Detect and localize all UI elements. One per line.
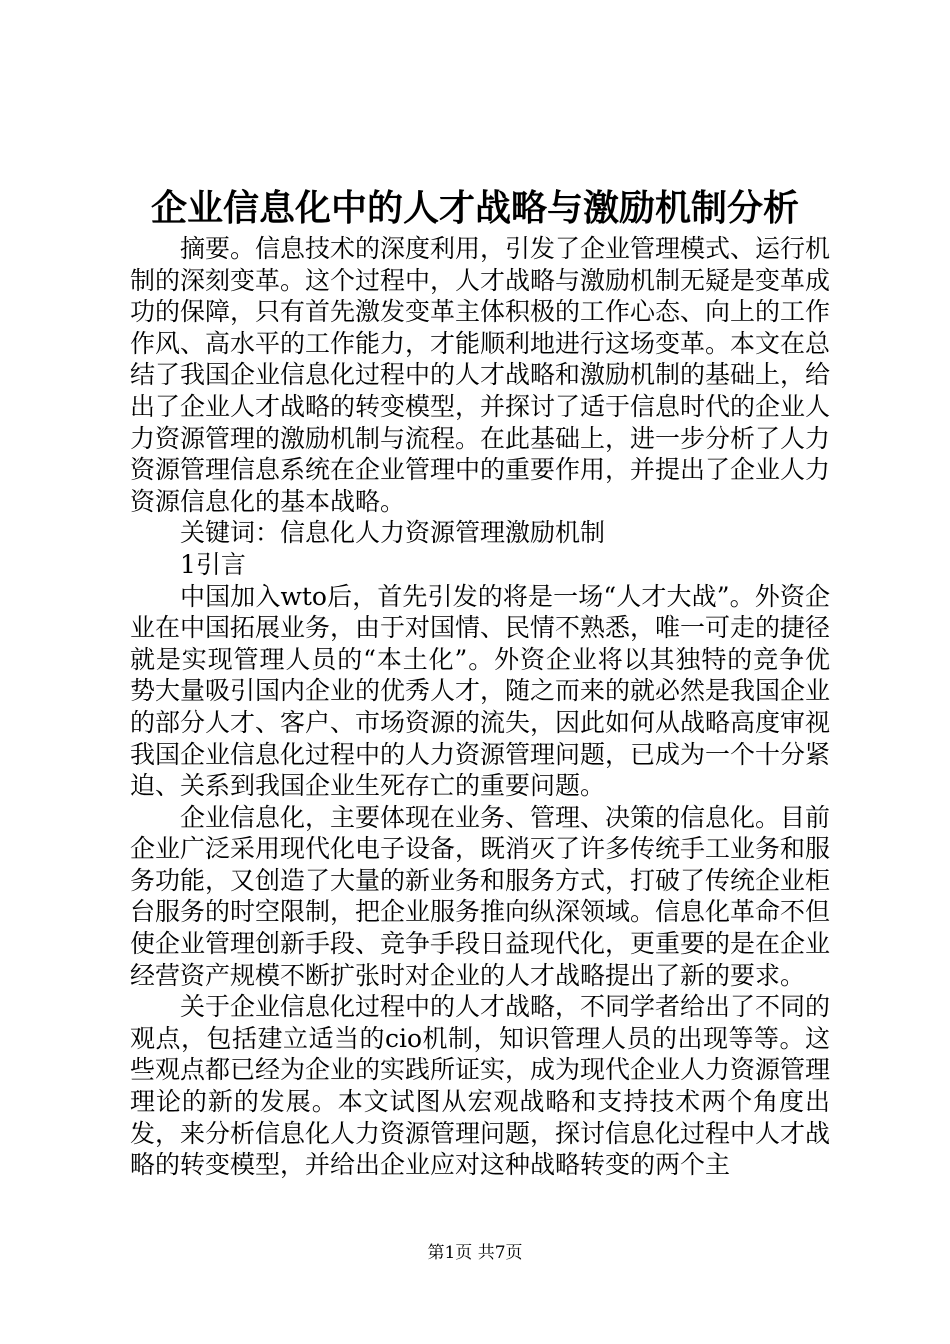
document-body [130, 233, 830, 1181]
body-paragraph: 关于企业信息化过程中的人才战略，不同学者给出了不同的观点，包括建立适当的cio机制，知识管理人员的出现等等。这些观点都已经为企业的实践所证实，成为现代企业人力资源管理理论的新的发展。本文试图从宏观战略和支持技术两个角度出发，来分析信息化人力资源管理问题，探讨信息化过程中人才战略的转变模型，并给出企业应对这种战略转变的两个主 [130, 992, 831, 1180]
document-title: 企业信息化中的人才战略与激励机制分析 [150, 188, 799, 229]
page-footer: 第1页 共7页 [427, 1243, 523, 1263]
section-heading-introduction: 1引言 [180, 549, 246, 579]
body-paragraph: 中国加入wto后，首先引发的将是一场“人才大战”。外资企业在中国拓展业务，由于对国情、民情不熟悉，唯一可走的捷径就是实现管理人员的“本土化”。外资企业将以其独特的竞争优势大量吸引国内企业的优秀人才，随之而来的就必然是我国企业的部分人才、客户、市场资源的流失，因此如何从战略高度审视我国企业信息化过程中的人力资源管理问题，已成为一个十分紧迫、关系到我国企业生死存亡的重要问题。 [130, 581, 831, 801]
keywords-paragraph: 关键词：信息化人力资源管理激励机制 [180, 518, 606, 548]
body-paragraph: 企业信息化，主要体现在业务、管理、决策的信息化。目前企业广泛采用现代化电子设备，既消灭了许多传统手工业务和服务功能，又创造了大量的新业务和服务方式，打破了传统企业柜台服务的时空限制，把企业服务推向纵深领域。信息化革命不但使企业管理创新手段、竞争手段日益现代化，更重要的是在企业经营资产规模不断扩张时对企业的人才战略提出了新的要求。 [130, 802, 831, 990]
abstract-paragraph: 摘要。信息技术的深度利用，引发了企业管理模式、运行机制的深刻变革。这个过程中，人才战略与激励机制无疑是变革成功的保障，只有首先激发变革主体积极的工作心态、向上的工作作风、高水平的工作能力，才能顺利地进行这场变革。本文在总结了我国企业信息化过程中的人才战略和激励机制的基础上，给出了企业人才战略的转变模型，并探讨了适于信息时代的企业人力资源管理的激励机制与流程。在此基础上，进一步分析了人力资源管理信息系统在企业管理中的重要作用，并提出了企业人力资源信息化的基本战略。 [130, 234, 831, 516]
